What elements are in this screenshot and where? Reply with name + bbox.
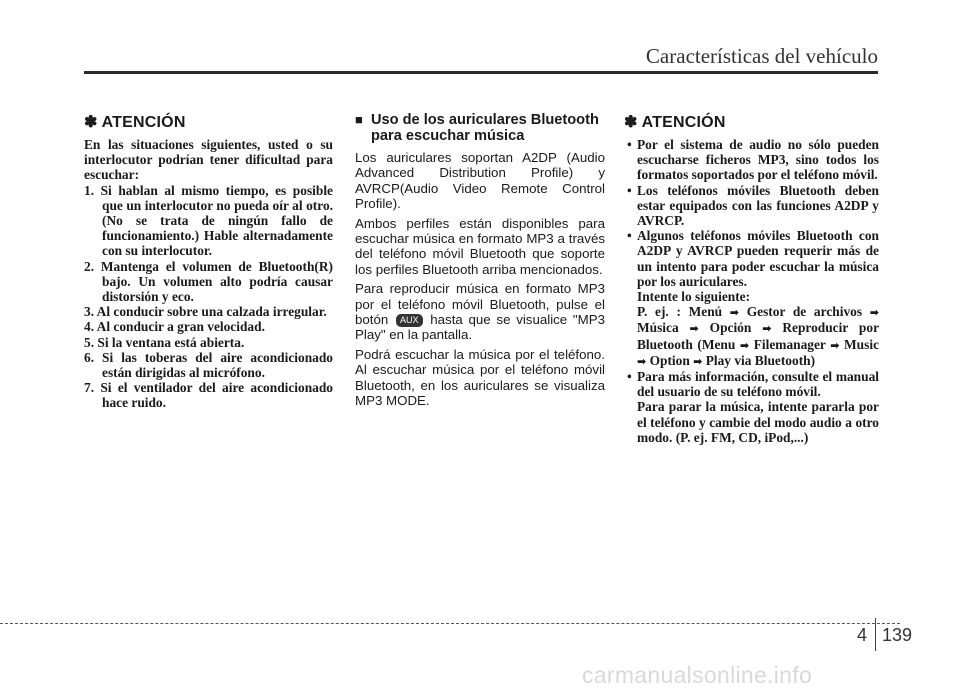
page-separator [875, 618, 876, 651]
arrow-right-icon: ➡ [869, 306, 879, 320]
chapter-number: 4 [857, 625, 868, 645]
attention-heading [84, 112, 333, 132]
bullet-icon: • [627, 182, 632, 198]
heading-text: ATENCIÓN [641, 114, 726, 131]
path-step: Menú [688, 304, 723, 320]
bullet-icon: • [627, 137, 632, 152]
list-item-text: Los teléfonos móviles Bluetooth deben estar equipados con las funciones A2DP y AVRCP. [637, 182, 879, 229]
list-item: 7. Si el ventilador del aire acondicionado hace ruido. [84, 380, 333, 411]
paragraph [355, 281, 605, 343]
heading-text: ATENCIÓN [101, 114, 186, 131]
list-item: 4. Al conducir a gran velocidad. [84, 319, 265, 335]
asterisk-icon: ✽ [624, 114, 638, 131]
paragraph-text: Para reproducir música en formato MP3 por el teléfono móvil Bluetooth, pulse el botón [355, 281, 605, 328]
path-step: Filemanager [753, 336, 826, 352]
list-item-text: Por el sistema de audio no sólo pueden escucharse ficheros MP3, sino todos los formatos soportados por el teléfono móvil. [637, 137, 879, 183]
paragraph-text: hasta que se visualice "MP3 Play" en la pantalla. [355, 312, 605, 343]
section-bluetooth-headphones [355, 112, 605, 413]
paragraph: Ambos perfiles están disponibles para escuchar música en formato MP3 a través del teléfono móvil Bluetooth que soporte los perfiles Bluetooth arriba mencionados. [355, 215, 605, 277]
aux-button-icon: AUX [396, 314, 423, 327]
bullet-icon: • [627, 369, 632, 385]
list-item [624, 183, 879, 229]
arrow-right-icon: ➡ [830, 338, 840, 352]
paragraph: Los auriculares soportan A2DP (Audio Advanced Distribution Profile) y AVRCP(Audio Video Remote Control Profile). [355, 150, 605, 212]
list-item-text: Para más información, consulte el manual del usuario de su teléfono móvil. [637, 369, 879, 400]
notes-list [624, 137, 879, 445]
path-prefix: P. ej. : [637, 304, 689, 320]
section-heading [355, 112, 605, 144]
try-label: Intente lo siguiente: [637, 289, 751, 305]
conditions-list [84, 183, 333, 411]
path-step: Music [844, 336, 880, 352]
watermark: carmanualsonline.info [582, 662, 813, 688]
arrow-right-icon: ➡ [689, 322, 699, 336]
list-item: 3. Al conducir sobre una calzada irregular. [84, 304, 327, 320]
arrow-right-icon: ➡ [693, 354, 703, 368]
list-item [624, 228, 879, 369]
path-step: Opción [709, 320, 752, 336]
header-rule [84, 71, 878, 74]
section-heading-text: Uso de los auriculares Bluetooth para escuchar música [371, 112, 599, 144]
list-item: 2. Mantenga el volumen de Bluetooth(R) bajo. Un volumen alto podría causar distorsión y eco. [84, 258, 333, 305]
intro-text: En las situaciones siguientes, usted o su interlocutor podrían tener dificultad para escuchar: [84, 137, 333, 183]
list-item [624, 137, 879, 183]
path-step: Option [649, 352, 690, 368]
list-item: 5. Si la ventana está abierta. [84, 334, 245, 350]
list-item: 1. Si hablan al mismo tiempo, es posible que un interlocutor no pueda oír al otro. (No se trata de ningún fallo de funcionamiento.) Hable alternadamente con su interlocutor. [84, 182, 333, 259]
attention-heading [624, 112, 879, 132]
square-bullet-icon: ■ [355, 112, 363, 127]
asterisk-icon: ✽ [84, 114, 98, 131]
list-item-text: Algunos teléfonos móviles Bluetooth con A2DP y AVRCP pueden requerir más de un intento para poder escuchar la música por los auriculares. [637, 228, 879, 289]
list-item [624, 369, 879, 445]
path-step: Play via Bluetooth) [705, 352, 816, 368]
list-item-text: Para parar la música, intente pararla por el teléfono y cambie del modo audio a otro modo. (P. ej. FM, CD, iPod,...) [637, 399, 879, 445]
arrow-right-icon: ➡ [637, 354, 647, 368]
path-step: Reproducir por Bluetooth (Menu [637, 320, 880, 352]
arrow-right-icon: ➡ [739, 338, 750, 352]
arrow-right-icon: ➡ [762, 322, 772, 336]
footer-rule [0, 623, 900, 624]
attention-box-right [624, 112, 879, 445]
header-title: Características del vehículo [645, 44, 878, 68]
list-item: 6. Si las toberas del aire acondicionado están dirigidas al micrófono. [84, 349, 333, 381]
arrow-right-icon: ➡ [729, 306, 740, 320]
page-number: 139 [882, 625, 913, 645]
path-step: Música [637, 320, 679, 336]
bullet-icon: • [627, 228, 632, 244]
path-step: Gestor de archivos [746, 304, 863, 320]
menu-path [637, 304, 879, 368]
paragraph: Podrá escuchar la música por el teléfono. Al escuchar música por el teléfono móvil Bluetooth, en los auriculares se visualiza MP3 MODE. [355, 346, 605, 409]
attention-box-left [84, 112, 333, 411]
